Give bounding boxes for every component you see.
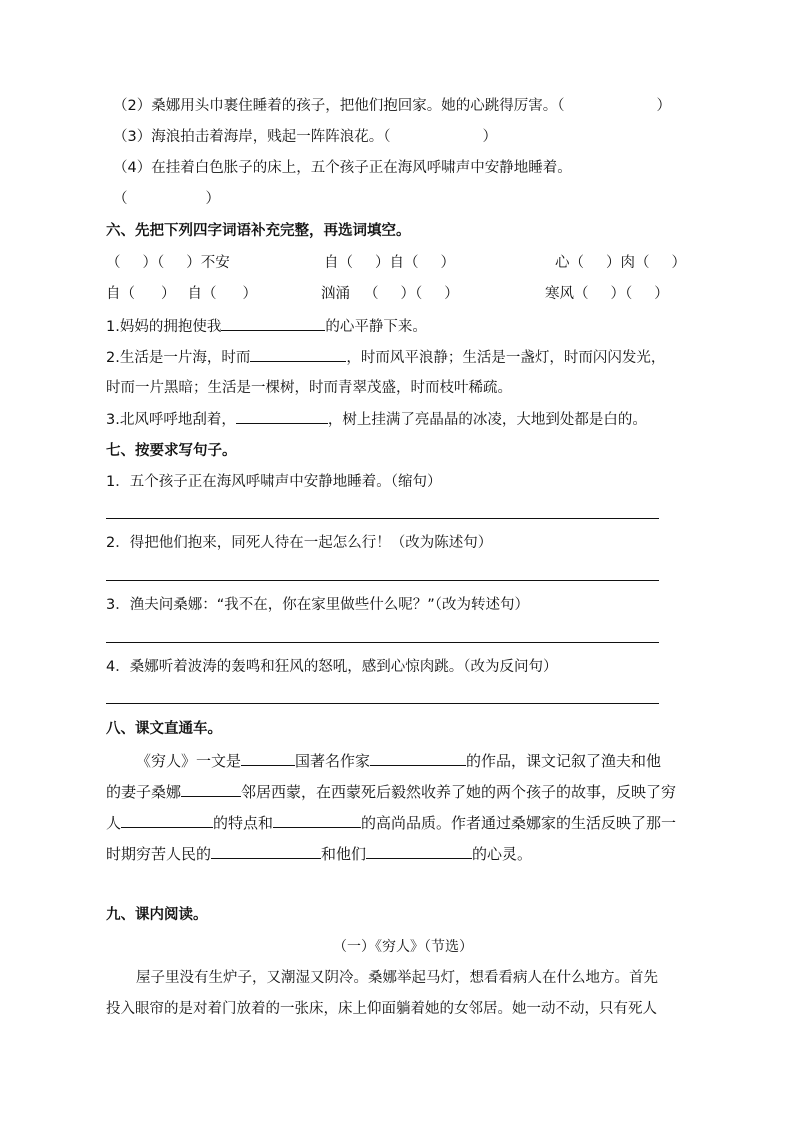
rewrite-item-4: 4．桑娜听着波涛的轰鸣和狂风的怒吼，感到心惊肉跳。（改为反问句） [106,659,558,675]
passage-line-3: 人 的特点和 的高尚品质。作者通过桑娜家的生活反映了那一 [106,814,677,832]
answer-blank[interactable] [241,751,295,766]
answer-blank[interactable] [370,751,466,766]
answer-line-3[interactable] [106,642,659,643]
idiom-6: 寒风（ ）（ ） [545,286,669,302]
rewrite-item-1: 1．五个孩子正在海风呼啸声中安静地睡着。（缩句） [106,474,442,490]
answer-blank[interactable] [211,844,321,859]
rewrite-item-2: 2．得把他们抱来，同死人待在一起怎么行！（改为陈述句） [106,535,493,551]
passage-line-4: 时期穷苦人民的 和他们 的心灵。 [106,845,533,863]
answer-blank[interactable] [236,409,328,424]
q6-heading: 六、先把下列四字词语补充完整，再选词填空。 [106,223,411,239]
rewrite-item-3: 3．渔夫问桑娜：“我不在，你在家里做些什么呢？”（改为转述句） [106,597,529,613]
q8-heading: 八、课文直通车。 [106,721,222,737]
answer-blank[interactable] [366,844,472,859]
q9-heading: 九、课内阅读。 [106,907,208,923]
idiom-4: 自（ ） 自（ ） [106,286,257,302]
answer-line-4[interactable] [106,703,659,704]
answer-blank[interactable] [250,347,346,362]
q5-item-4-answer: （ ） [113,191,220,207]
answer-line-1[interactable] [106,518,659,519]
passage-line-2: 的妻子桑娜 邻居西蒙，在西蒙死后毅然收养了她的两个孩子的故事，反映了穷 [106,783,677,801]
reading-title: （一）《穷人》（节选） [333,939,473,955]
q7-heading: 七、按要求写句子。 [106,443,237,459]
reading-paragraph-line-1: 屋子里没有生炉子，又潮湿又阴冷。桑娜举起马灯，想看看病人在什么地方。首先 [136,970,658,986]
answer-blank[interactable] [273,813,361,828]
answer-blank[interactable] [181,782,241,797]
q5-item-4: （4）在挂着白色胀子的床上，五个孩子正在海风呼啸声中安静地睡着。 [113,160,572,176]
answer-blank[interactable] [121,813,213,828]
reading-paragraph-line-2: 投入眼帘的是对着门放着的一张床，床上仰面躺着她的女邻居。她一动不动，只有死人 [106,1001,657,1017]
idiom-5: 汹涌 （ ）（ ） [321,286,459,302]
passage-line-1: 《穷人》一文是 国著名作家 的作品，课文记叙了渔夫和他 [136,752,662,770]
fill-sentence-1: 1.妈妈的拥抱使我 的心平静下来。 [106,316,427,337]
idiom-1: （ ）（ ）不安 [106,255,230,271]
idiom-3: 心（ ）肉（ ） [555,255,686,271]
idiom-2: 自（ ）自（ ） [324,255,455,271]
fill-sentence-2: 2.生活是一片海，时而 ，时而风平浪静；生活是一盏灯，时而闪闪发光， [106,347,665,368]
fill-sentence-2-cont: 时而一片黑暗；生活是一棵树，时而青翠茂盛，时而枝叶稀疏。 [106,380,512,396]
q5-item-2: （2）桑娜用头巾裹住睡着的孩子，把他们抱回家。她的心跳得厉害。（ ） [113,98,671,114]
fill-sentence-3: 3.北风呼呼地刮着， ，树上挂满了亮晶晶的冰凌，大地到处都是白的。 [106,409,647,430]
answer-blank[interactable] [221,316,325,331]
answer-line-2[interactable] [106,580,659,581]
q5-item-3: （3）海浪拍击着海岸，贱起一阵阵浪花。（ ） [113,129,497,145]
